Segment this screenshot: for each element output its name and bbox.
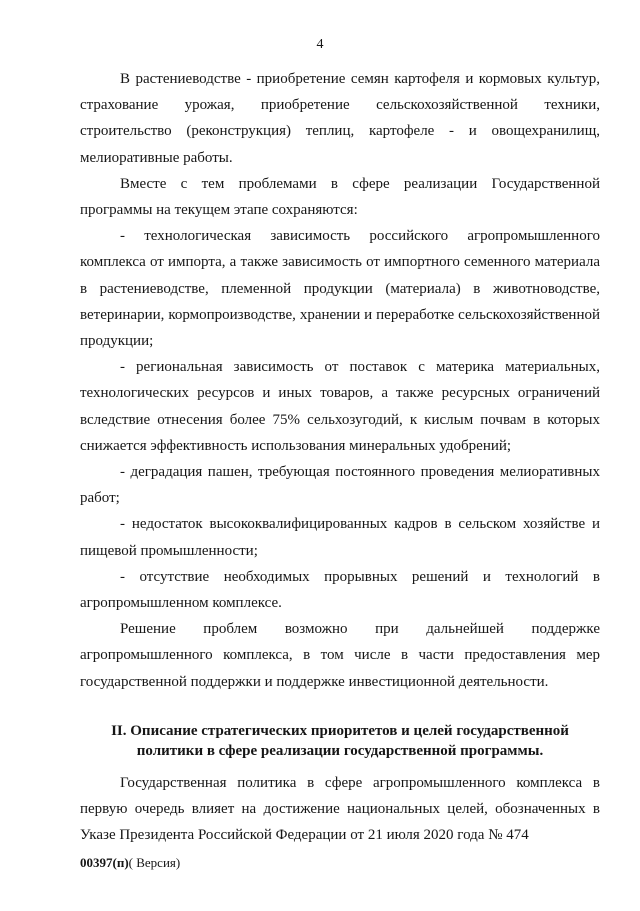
list-item-technological-dependency: - технологическая зависимость российского агропромышленного комплекса от импорта, а также зависимость от импортного семенного материала в растениеводстве, племенной продукции (материала) в животноводстве, ветеринарии, кормопроизводстве, хранении и переработке сельскохозяйственной продукции; [80,228,600,350]
paragraph-state-policy: Государственная политика в сфере агропромышленного комплекса в первую очередь влияет на достижение национальных целей, обозначенных в Указе Президента Российской Федерации от 21 июля 2020 года № 474 [80,774,600,844]
paragraph-crop-production: В растениеводстве - приобретение семян картофеля и кормовых культур, страхование урожая, приобретение сельскохозяйственной техники, строительство (реконструкция) теплиц, картофеле - и овощехранилищ, мелиоративные работы. [80,71,600,166]
paragraph-problems-intro: Вместе с тем проблемами в сфере реализации Государственной программы на текущем этапе сохраняются: [80,175,600,219]
list-item-regional-dependency: - региональная зависимость от поставок с материка материальных, технологических ресурсов и иных товаров, а также ресурсных ограничений вследствие отнесения более 75% сельхозугодий, к кислым почвам в которых снижается эффективность использования минеральных удобрений; [80,359,600,454]
document-code: 00397(п) [80,855,129,870]
section-heading [80,721,600,761]
document-body [80,66,600,848]
document-version-label: ( Версия) [128,855,181,870]
section-heading-line-2: политики в сфере реализации государственной программы. [136,742,544,759]
paragraph-solution: Решение проблем возможно при дальнейшей поддержке агропромышленного комплекса, в том числе в части предоставления мер государственной поддержки и поддержке инвестиционной деятельности. [80,621,600,690]
list-item-soil-degradation: - деградация пашен, требующая постоянного проведения мелиоративных работ; [80,464,600,507]
list-item-staff-shortage: - недостаток высококвалифицированных кадров в сельском хозяйстве и пищевой промышленности; [80,516,600,559]
section-heading-line-1: II. Описание стратегических приоритетов и целей государственной [111,722,569,739]
page-number: 4 [316,37,324,52]
list-item-lack-of-technologies: - отсутствие необходимых прорывных решений и технологий в агропромышленном комплексе. [80,568,600,612]
document-footer [80,855,180,871]
